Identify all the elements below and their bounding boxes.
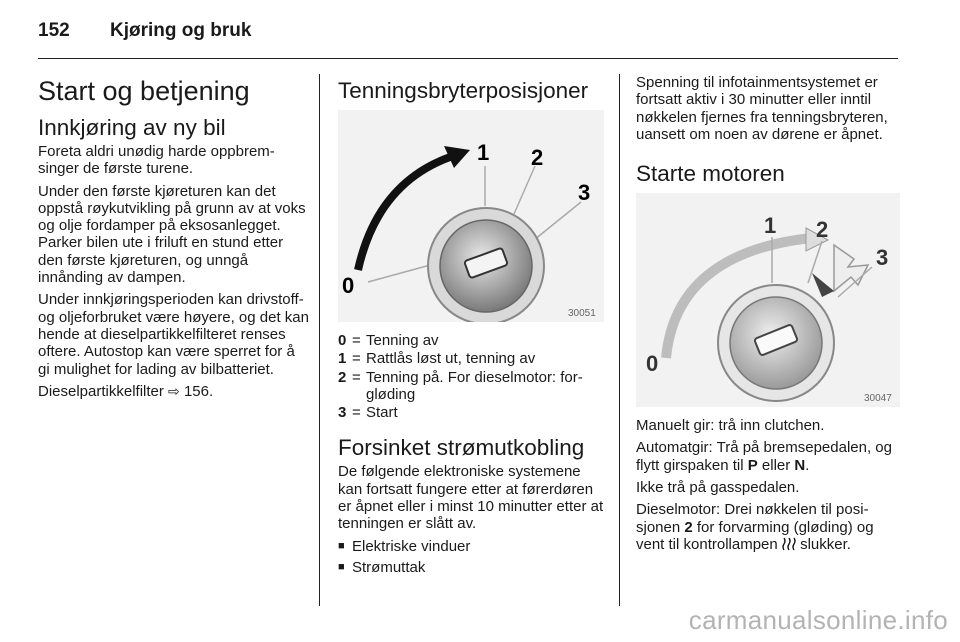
paragraph [636, 439, 902, 474]
legend-eq: = [352, 350, 361, 368]
arrow-reference-icon: ⇨ [168, 382, 180, 399]
text: for forvarming (gløding) og vent til kontrollampen [636, 518, 874, 553]
list-item: ■ Elektriske vinduer [338, 538, 604, 555]
section-heading: Tenningsbryterposisjoner [338, 78, 589, 103]
position-2: 2 [684, 518, 693, 536]
key-turn-arrow [812, 273, 834, 297]
legend-value: Tenning av [366, 332, 439, 349]
legend-value: Rattlås løst ut, tenning av [366, 350, 536, 368]
paragraph: Under innkjøringsperioden kan drivstoff- og oljeforbruket være høyere, og det kan hende at dieselpartikkelfilteret renses oftere. Autostop kan være sperret for å gi mulighet for lading av bilbatteriet. [38, 291, 309, 378]
legend-key: 0 [338, 332, 347, 349]
label-0: 0 [342, 273, 355, 298]
figure-code: 30051 [568, 308, 596, 319]
label-3: 3 [876, 245, 889, 271]
bullet-list [338, 538, 604, 577]
glow-plug-icon [782, 536, 796, 553]
legend-key: 2 [338, 368, 347, 386]
legend-eq: = [352, 368, 361, 386]
column-divider [619, 74, 620, 606]
xref-label: Dieselpartikkelfilter [38, 382, 164, 400]
label-2: 2 [531, 145, 544, 170]
paragraph: Spenning til infotainmentsystemet er fortsatt aktiv i 30 minutter eller inntil nøkkelen fjernes fra tenningsbryteren, uansett om noen av dørene er åpnet. [636, 74, 888, 143]
watermark: carmanualsonline.info [688, 605, 948, 635]
paragraph: Foreta aldri unødig harde oppbremsinger de første turene. [38, 143, 275, 178]
label-0: 0 [646, 351, 659, 377]
paragraph: Ikke trå på gasspedalen. [636, 479, 800, 497]
legend-eq: = [352, 404, 361, 422]
gear-n: N [794, 456, 806, 474]
subsection-heading: Innkjøring av ny bil [38, 115, 226, 140]
text: slukker. [795, 535, 851, 553]
text: Automatgir: Trå på bremsepedalen, og flytt girspaken til [636, 439, 892, 474]
paragraph [636, 501, 902, 553]
header-rule [38, 58, 898, 59]
ignition-diagram [338, 110, 604, 322]
paragraph: De følgende elektroniske systemene kan fortsatt fungere etter at førerdøren er åpnet eller i minst 10 minutter etter at tenningen er slått av. [338, 463, 604, 533]
legend-row [338, 404, 398, 421]
cross-reference[interactable] [38, 383, 310, 400]
legend-row [338, 369, 604, 404]
legend-key: 1 [338, 350, 347, 368]
gear-p: P [747, 456, 758, 474]
text: eller [757, 456, 795, 474]
paragraph: Manuelt gir: trå inn clutchen. [636, 417, 825, 435]
legend-key: 3 [338, 404, 347, 422]
legend-row [338, 332, 439, 349]
column-2 [338, 74, 604, 580]
text: . [805, 456, 810, 474]
xref-page: 156. [183, 382, 214, 400]
legend-value: Tenning på. For dieselmotor: forgløding [366, 368, 583, 403]
legend-value: Start [366, 404, 398, 422]
label-1: 1 [764, 213, 777, 239]
section-heading: Forsinket strømutkobling [338, 435, 585, 461]
column-divider [319, 74, 320, 606]
label-1: 1 [477, 140, 490, 165]
page-number: 152 [38, 20, 70, 41]
label-2: 2 [816, 217, 829, 243]
ignition-positions-figure [338, 110, 604, 322]
paragraph: Under den første kjøreturen kan det oppstå røykutvikling på grunn av at voks og olje fordamper på eksosanlegget. Parker bilen ute i friluft en stund etter den første kjøreturen, og unngå innånding av dampen. [38, 182, 306, 287]
legend-eq: = [352, 332, 361, 349]
section-heading: Starte motoren [636, 161, 785, 187]
label-3: 3 [578, 180, 591, 205]
starting-engine-figure [636, 193, 900, 407]
chapter-title: Kjøring og bruk [110, 20, 252, 41]
column-1 [38, 74, 310, 405]
section-heading: Start og betjening [38, 76, 250, 106]
start-diagram [636, 193, 900, 407]
column-3 [636, 74, 902, 558]
start-arrow [834, 245, 868, 291]
position-3-line [534, 202, 581, 240]
list-item: ■ Strømuttak [338, 559, 604, 576]
text: Dieselmotor: Drei nøkkelen til posisjonen [636, 501, 869, 536]
figure-code: 30047 [864, 393, 892, 405]
position-2-line [514, 166, 535, 214]
page-header [38, 20, 251, 42]
legend-row [338, 350, 535, 367]
